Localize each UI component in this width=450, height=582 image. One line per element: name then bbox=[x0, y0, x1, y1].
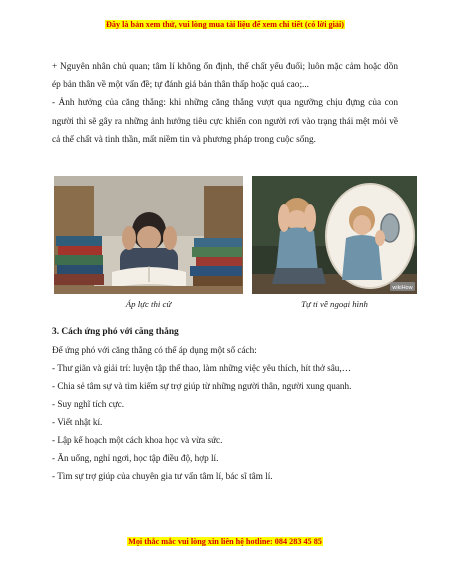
list-item: - Suy nghĩ tích cực. bbox=[52, 399, 125, 409]
preview-notice-banner bbox=[0, 20, 450, 29]
woman-looking-in-mirror-illustration bbox=[252, 176, 417, 294]
paragraph-causes: + Nguyên nhân chủ quan; tâm lí không ổn định, thể chất yếu đuối; luôn mặc cảm hoặc dồn ép bản thân về một vấn đề; tự đánh giá bản thân thấp hoặc quá cao;... bbox=[52, 62, 398, 91]
section-intro: Để ứng phó với căng thẳng có thể áp dụng một số cách: bbox=[52, 345, 257, 355]
section-heading: 3. Cách ứng phó với căng thẳng bbox=[52, 327, 179, 337]
hotline-banner bbox=[0, 537, 450, 546]
list-item: - Chia sẻ tâm sự và tìm kiếm sự trợ giúp từ những người thân, người xung quanh. bbox=[52, 381, 352, 391]
paragraph-effects: - Ảnh hưởng của căng thẳng: khi những căng thẳng vượt qua ngưỡng chịu đựng của con người thì sẽ gây ra những ảnh hưởng tiêu cực khiến con người rơi vào trạng thái mệt mỏi về cả thể chất và tinh thần, mất niềm tin và phương pháp trong cuộc sống. bbox=[52, 98, 398, 145]
list-item: - Viết nhật kí. bbox=[52, 417, 103, 427]
list-item: - Thư giãn và giải trí: luyện tập thể thao, làm những việc yêu thích, hít thở sâu,… bbox=[52, 363, 351, 373]
figure-caption: Tự ti về ngoại hình bbox=[301, 299, 368, 309]
list-item: - Tìm sự trợ giúp của chuyên gia tư vấn tâm lí, bác sĩ tâm lí. bbox=[52, 471, 273, 481]
list-item: - Lập kế hoạch một cách khoa học và vừa sức. bbox=[52, 435, 223, 445]
figure-exam-pressure bbox=[54, 176, 243, 309]
coping-section bbox=[52, 323, 398, 485]
hotline-text: Mọi thắc mắc vui lòng xin liên hệ hotline: 084 283 45 85 bbox=[128, 537, 322, 546]
stressed-student-with-books-photo bbox=[54, 176, 243, 294]
figure-caption: Áp lực thi cử bbox=[125, 299, 172, 309]
document-body bbox=[52, 58, 398, 149]
figures-row bbox=[52, 176, 422, 316]
wikihow-watermark: wikiHow bbox=[392, 285, 413, 291]
list-item: - Ăn uống, nghỉ ngơi, học tập điều độ, hợp lí. bbox=[52, 453, 219, 463]
figure-appearance-insecurity bbox=[252, 176, 417, 309]
preview-notice-text: Đây là bản xem thử, vui lòng mua tài liệu để xem chi tiết (có lời giải) bbox=[105, 20, 344, 29]
